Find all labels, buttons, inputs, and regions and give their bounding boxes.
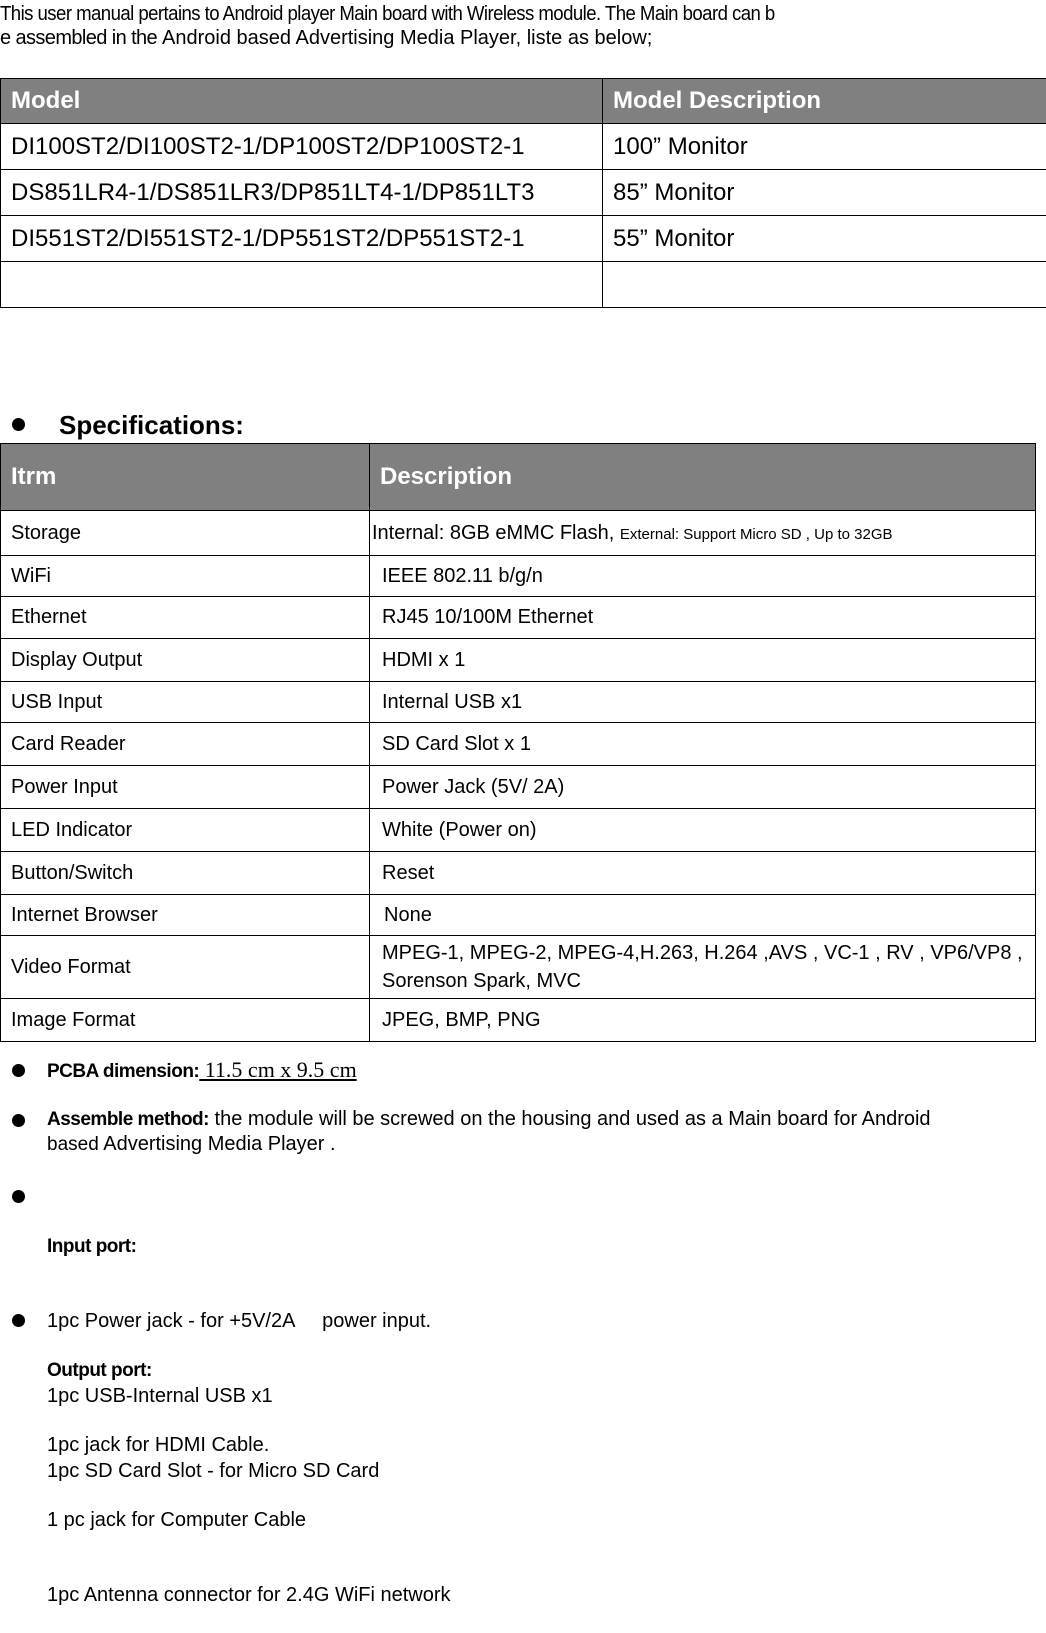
output-port (47, 1308, 451, 1633)
spec-item-cell: Ethernet (1, 597, 370, 639)
spec-description-cell: MPEG-1, MPEG-2, MPEG-4,H.263, H.264 ,AVS , VC-1 , RV , VP6/VP8 , Sorenson Spark, MVC (370, 936, 1036, 999)
model-description-cell: 85” Monitor (603, 170, 1046, 216)
input-port-line: 1pc SD Card Slot - for Micro SD Card (47, 1459, 431, 1484)
intro-line-2 (0, 26, 1040, 50)
table-row (1, 766, 1036, 809)
bullet-icon (12, 1114, 25, 1127)
spec-item-cell: Video Format (1, 936, 370, 999)
spec-item-cell: Internet Browser (1, 895, 370, 936)
table-row (1, 262, 1046, 308)
intro-paragraph (0, 2, 1040, 50)
spec-description-cell: Power Jack (5V/ 2A) (370, 766, 1036, 809)
spec-description-cell: IEEE 802.11 b/g/n (370, 556, 1036, 597)
bullet-icon (12, 418, 25, 431)
storage-internal: Internal: 8GB eMMC Flash, (372, 522, 620, 544)
model-cell: DS851LR4-1/DS851LR3/DP851LT4-1/DP851LT3 (1, 170, 603, 216)
model-description-cell (603, 262, 1046, 308)
spec-description-cell: JPEG, BMP, PNG (370, 999, 1036, 1042)
specifications-table (0, 443, 1036, 1042)
assemble-line-2 (47, 1132, 931, 1157)
spec-description-cell (370, 511, 1036, 556)
spec-item-cell: LED Indicator (1, 809, 370, 852)
bullet-icon (12, 1190, 25, 1203)
intro-line-2-start: e assembled in the (0, 27, 162, 49)
table-row (1, 511, 1036, 556)
table-row (1, 170, 1046, 216)
pcba-value: 11.5 cm x 9.5 cm (199, 1057, 356, 1082)
description-header: Description (370, 444, 1036, 511)
model-description-cell: 100” Monitor (603, 124, 1046, 170)
table-row (1, 556, 1036, 597)
output-port-label: Output port: (47, 1358, 451, 1383)
intro-line-1: This user manual pertains to Android player Main board with Wireless module. The Main board can b (0, 2, 967, 26)
input-port-label: Input port: (47, 1234, 431, 1259)
table-row (1, 852, 1036, 895)
storage-external: External: Support Micro SD , Up to 32GB (620, 526, 893, 543)
model-cell: DI100ST2/DI100ST2-1/DP100ST2/DP100ST2-1 (1, 124, 603, 170)
spec-description-cell: White (Power on) (370, 809, 1036, 852)
model-description-header: Model Description (603, 79, 1046, 124)
model-description-cell: 55” Monitor (603, 216, 1046, 262)
assemble-text-2a: based (47, 1134, 99, 1155)
assemble-label: Assemble method: (47, 1109, 209, 1130)
model-cell: DI551ST2/DI551ST2-1/DP551ST2/DP551ST2-1 (1, 216, 603, 262)
pcba-dimension (47, 1057, 357, 1084)
output-port-line: 1pc Antenna connector for 2.4G WiFi network (47, 1583, 451, 1608)
assemble-text-2b: Advertising Media Player . (99, 1133, 336, 1155)
spec-item-cell: Power Input (1, 766, 370, 809)
spec-description-cell: None (370, 895, 1036, 936)
table-row (1, 124, 1046, 170)
assemble-line-1 (47, 1107, 931, 1132)
item-header: Itrm (1, 444, 370, 511)
bullet-icon (12, 1064, 25, 1077)
spec-description-cell: SD Card Slot x 1 (370, 723, 1036, 766)
spec-description-cell: Internal USB x1 (370, 682, 1036, 723)
table-row (1, 682, 1036, 723)
model-cell (1, 262, 603, 308)
assemble-text-1: the module will be screwed on the housing and used as a Main board for Android (209, 1108, 931, 1130)
input-port-line: 1pc USB-Internal USB x1 (47, 1384, 431, 1409)
spec-item-cell: Button/Switch (1, 852, 370, 895)
model-table-header (1, 79, 1046, 124)
bullet-icon (12, 1314, 25, 1327)
table-row (1, 999, 1036, 1042)
pcba-label: PCBA dimension: (47, 1061, 199, 1082)
spec-description-cell: RJ45 10/100M Ethernet (370, 597, 1036, 639)
intro-line-2-end: Android based Advertising Media Player, liste as below; (162, 27, 652, 49)
spec-description-cell: HDMI x 1 (370, 639, 1036, 682)
spec-table-header (1, 444, 1036, 511)
input-port-line: 1pc Power jack - for +5V/2A power input. (47, 1309, 431, 1334)
spec-item-cell: USB Input (1, 682, 370, 723)
table-row (1, 723, 1036, 766)
spec-item-cell: Image Format (1, 999, 370, 1042)
specifications-title: Specifications: (59, 410, 244, 441)
model-header: Model (1, 79, 603, 124)
output-port-line: 1 pc jack for Computer Cable (47, 1508, 451, 1533)
spec-item-cell: Display Output (1, 639, 370, 682)
model-table (0, 78, 1046, 308)
assemble-method (47, 1107, 931, 1157)
table-row (1, 216, 1046, 262)
spec-item-cell: WiFi (1, 556, 370, 597)
table-row (1, 597, 1036, 639)
spec-item-cell: Card Reader (1, 723, 370, 766)
spec-description-cell: Reset (370, 852, 1036, 895)
spec-item-cell: Storage (1, 511, 370, 556)
output-port-line: 1pc jack for HDMI Cable. (47, 1433, 451, 1458)
table-row (1, 809, 1036, 852)
table-row (1, 639, 1036, 682)
table-row (1, 936, 1036, 999)
table-row (1, 895, 1036, 936)
